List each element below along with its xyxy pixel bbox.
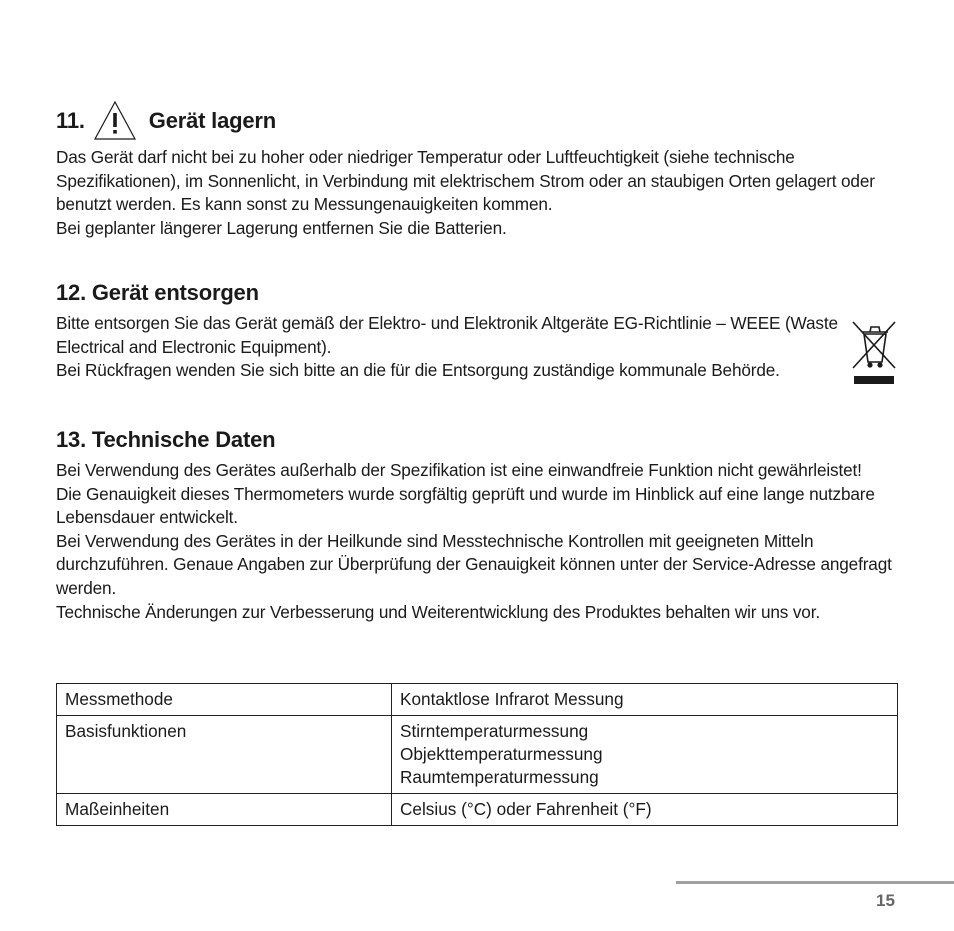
table-row [57,716,898,794]
section-title: Gerät lagern [148,108,276,133]
table-row [57,684,898,716]
paragraph: Bitte entsorgen Sie das Gerät gemäß der Elektro- und Elektronik Altgeräte EG-Richtlinie – WEEE (Waste Electrical and Electronic Equipment). [56,313,838,357]
section-geraet-lagern [56,96,898,240]
warning-triangle-icon [93,99,137,143]
section-geraet-entsorgen [56,280,898,383]
value-line: Kontaktlose Infrarot Messung [400,689,624,709]
paragraph: Bei geplanter längerer Lagerung entfernen Sie die Batterien. [56,217,507,238]
table-row [57,794,898,826]
paragraph: Die Genauigkeit dieses Thermometers wurde sorgfältig geprüft und wurde im Hinblick auf eine lange nutzbare Lebensdauer entwickelt. [56,483,875,528]
section-heading [56,96,898,146]
paragraph: Das Gerät darf nicht bei zu hoher oder niedriger Temperatur oder Luftfeuchtigkeit (siehe technische Spezifikationen), im Sonnenlicht, in Verbindung mit elektrischem Strom oder an staubigen Orten gelagert oder benutzt werden. Es kann sonst zu Messungenauigkeiten kommen. [56,147,875,215]
value-line: Celsius (°C) oder Fahrenheit (°F) [400,799,652,819]
table-cell-label: Maßeinheiten [57,794,392,826]
table-cell-label: Messmethode [57,684,392,716]
paragraph: Bei Verwendung des Gerätes außerhalb der Spezifikation ist eine einwandfreie Funktion nicht gewährleistet! [56,460,862,480]
table-cell-value [392,794,898,826]
page-number: 15 [876,891,895,910]
section-heading: 12. Gerät entsorgen [56,280,259,305]
section-number: 11. [56,108,85,133]
paragraph: Technische Änderungen zur Verbesserung und Weiterentwicklung des Produktes behalten wir uns vor. [56,601,820,622]
paragraph: Bei Rückfragen wenden Sie sich bitte an die für die Entsorgung zuständige kommunale Behörde. [56,360,780,381]
table-cell-value [392,684,898,716]
footer-rule [676,881,954,884]
table-cell-label: Basisfunktionen [57,716,392,794]
value-line: Objekttemperaturmessung [400,744,603,764]
section-heading: 13. Technische Daten [56,427,276,452]
table-cell-value [392,716,898,794]
paragraph: Bei Verwendung des Gerätes in der Heilkunde sind Messtechnische Kontrollen mit geeigneten Mitteln durchzuführen. Genaue Angaben zur Überprüfung der Genauigkeit können unter der Service-Adresse angefragt werden. [56,530,892,598]
value-line: Raumtemperaturmessung [400,767,599,787]
value-line: Stirntemperaturmessung [400,721,589,741]
specifications-table [56,683,898,826]
section-technische-daten [56,427,898,624]
crossed-out-wheelie-bin-icon [850,318,898,390]
